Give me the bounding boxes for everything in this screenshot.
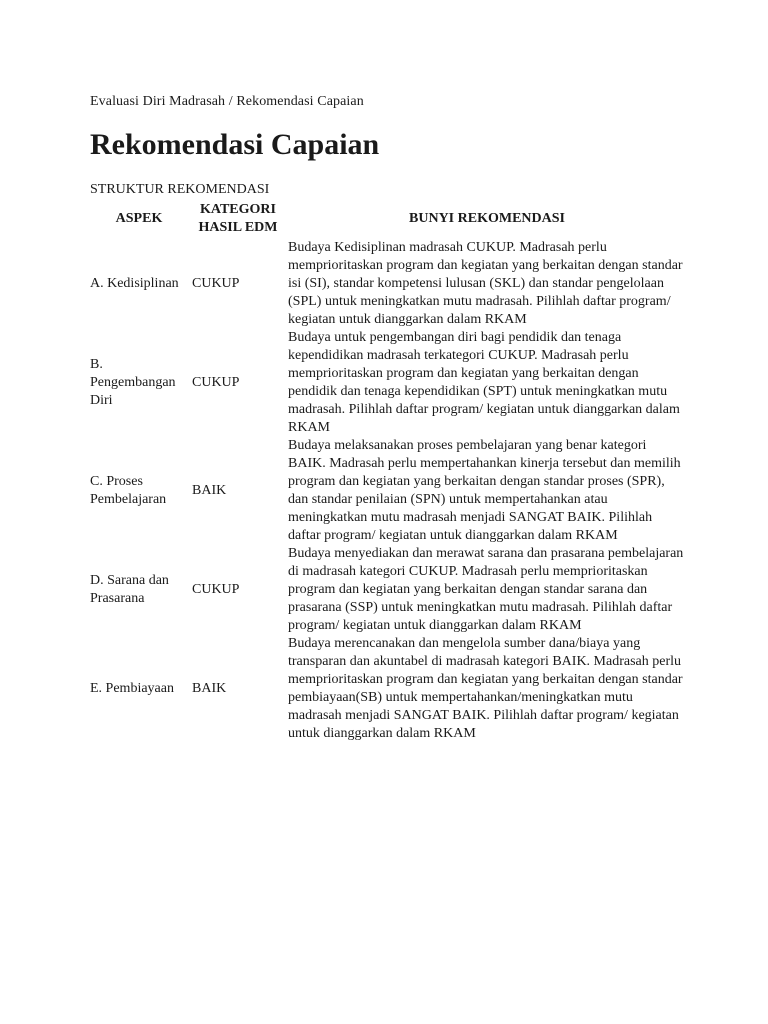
recommendation-table <box>88 199 688 743</box>
cell-kategori: BAIK <box>192 483 227 498</box>
table-row <box>88 635 688 743</box>
table-row <box>88 329 688 437</box>
cell-bunyi: Budaya melaksanakan proses pembelajaran yang benar kategori BAIK. Madrasah perlu mempertahankan kinerja tersebut dan memilih program dan kegiatan yang berkaitan dengan standar proses (SPR), dan standar penilaian (SPN) untuk mempertahankan atau meningkatkan mutu madrasah menjadi SANGAT BAIK. Pilihlah daftar program/ kegiatan untuk dianggarkan dalam RKAM <box>288 438 681 543</box>
cell-bunyi: Budaya menyediakan dan merawat sarana dan prasarana pembelajaran di madrasah kategori CUKUP. Madrasah perlu memprioritaskan program dan kegiatan yang berkaitan dengan standar sarana dan prasarana (SSP) untuk meningkatkan mutu madrasah. Pilihlah daftar program/ kegiatan untuk dianggarkan dalam RKAM <box>288 546 684 633</box>
cell-aspek: C. Proses Pembelajaran <box>90 474 167 507</box>
cell-kategori: BAIK <box>192 681 227 696</box>
section-label: STRUKTUR REKOMENDASI <box>90 182 270 197</box>
cell-kategori: CUKUP <box>192 276 240 291</box>
header-bunyi: BUNYI REKOMENDASI <box>409 211 565 226</box>
cell-bunyi: Budaya merencanakan dan mengelola sumber dana/biaya yang transparan dan akuntabel di madrasah kategori BAIK. Madrasah perlu memprioritaskan program dan kegiatan yang berkaitan dengan standar pembiayaan(SB) untuk mempertahankan/meningkatkan mutu madrasah menjadi SANGAT BAIK. Pilihlah daftar program/ kegiatan untuk dianggarkan dalam RKAM <box>288 636 683 741</box>
header-aspek: ASPEK <box>115 211 163 226</box>
header-kategori-line2: HASIL EDM <box>198 220 278 235</box>
table-row <box>88 239 688 329</box>
cell-aspek: D. Sarana dan Prasarana <box>90 573 169 606</box>
cell-kategori: CUKUP <box>192 582 240 597</box>
table-row <box>88 437 688 545</box>
cell-bunyi: Budaya untuk pengembangan diri bagi pendidik dan tenaga kependidikan madrasah terkategori CUKUP. Madrasah perlu memprioritaskan program dan kegiatan yang berkaitan dengan pendidik dan tenaga kependidikan (SPT) untuk meningkatkan mutu madrasah. Pilihlah daftar program/ kegiatan untuk dianggarkan dalam RKAM <box>288 330 680 435</box>
page-title: Rekomendasi Capaian <box>90 128 380 161</box>
header-kategori-line1: KATEGORI <box>200 202 276 217</box>
cell-bunyi: Budaya Kedisiplinan madrasah CUKUP. Madrasah perlu memprioritaskan program dan kegiatan yang berkaitan dengan standar isi (SI), standar kompetensi lulusan (SKL) dan standar pengelolaan (SPL) untuk meningkatkan mutu madrasah. Pilihlah daftar program/ kegiatan untuk dianggarkan dalam RKAM <box>288 240 683 327</box>
breadcrumb: Evaluasi Diri Madrasah / Rekomendasi Capaian <box>90 94 364 109</box>
cell-aspek: B. Pengembangan Diri <box>90 357 176 408</box>
table-row <box>88 545 688 635</box>
table-header-row <box>88 199 688 239</box>
cell-kategori: CUKUP <box>192 375 240 390</box>
header-kategori <box>190 199 286 239</box>
cell-aspek: E. Pembiayaan <box>90 681 174 696</box>
cell-aspek: A. Kedisiplinan <box>90 276 179 291</box>
